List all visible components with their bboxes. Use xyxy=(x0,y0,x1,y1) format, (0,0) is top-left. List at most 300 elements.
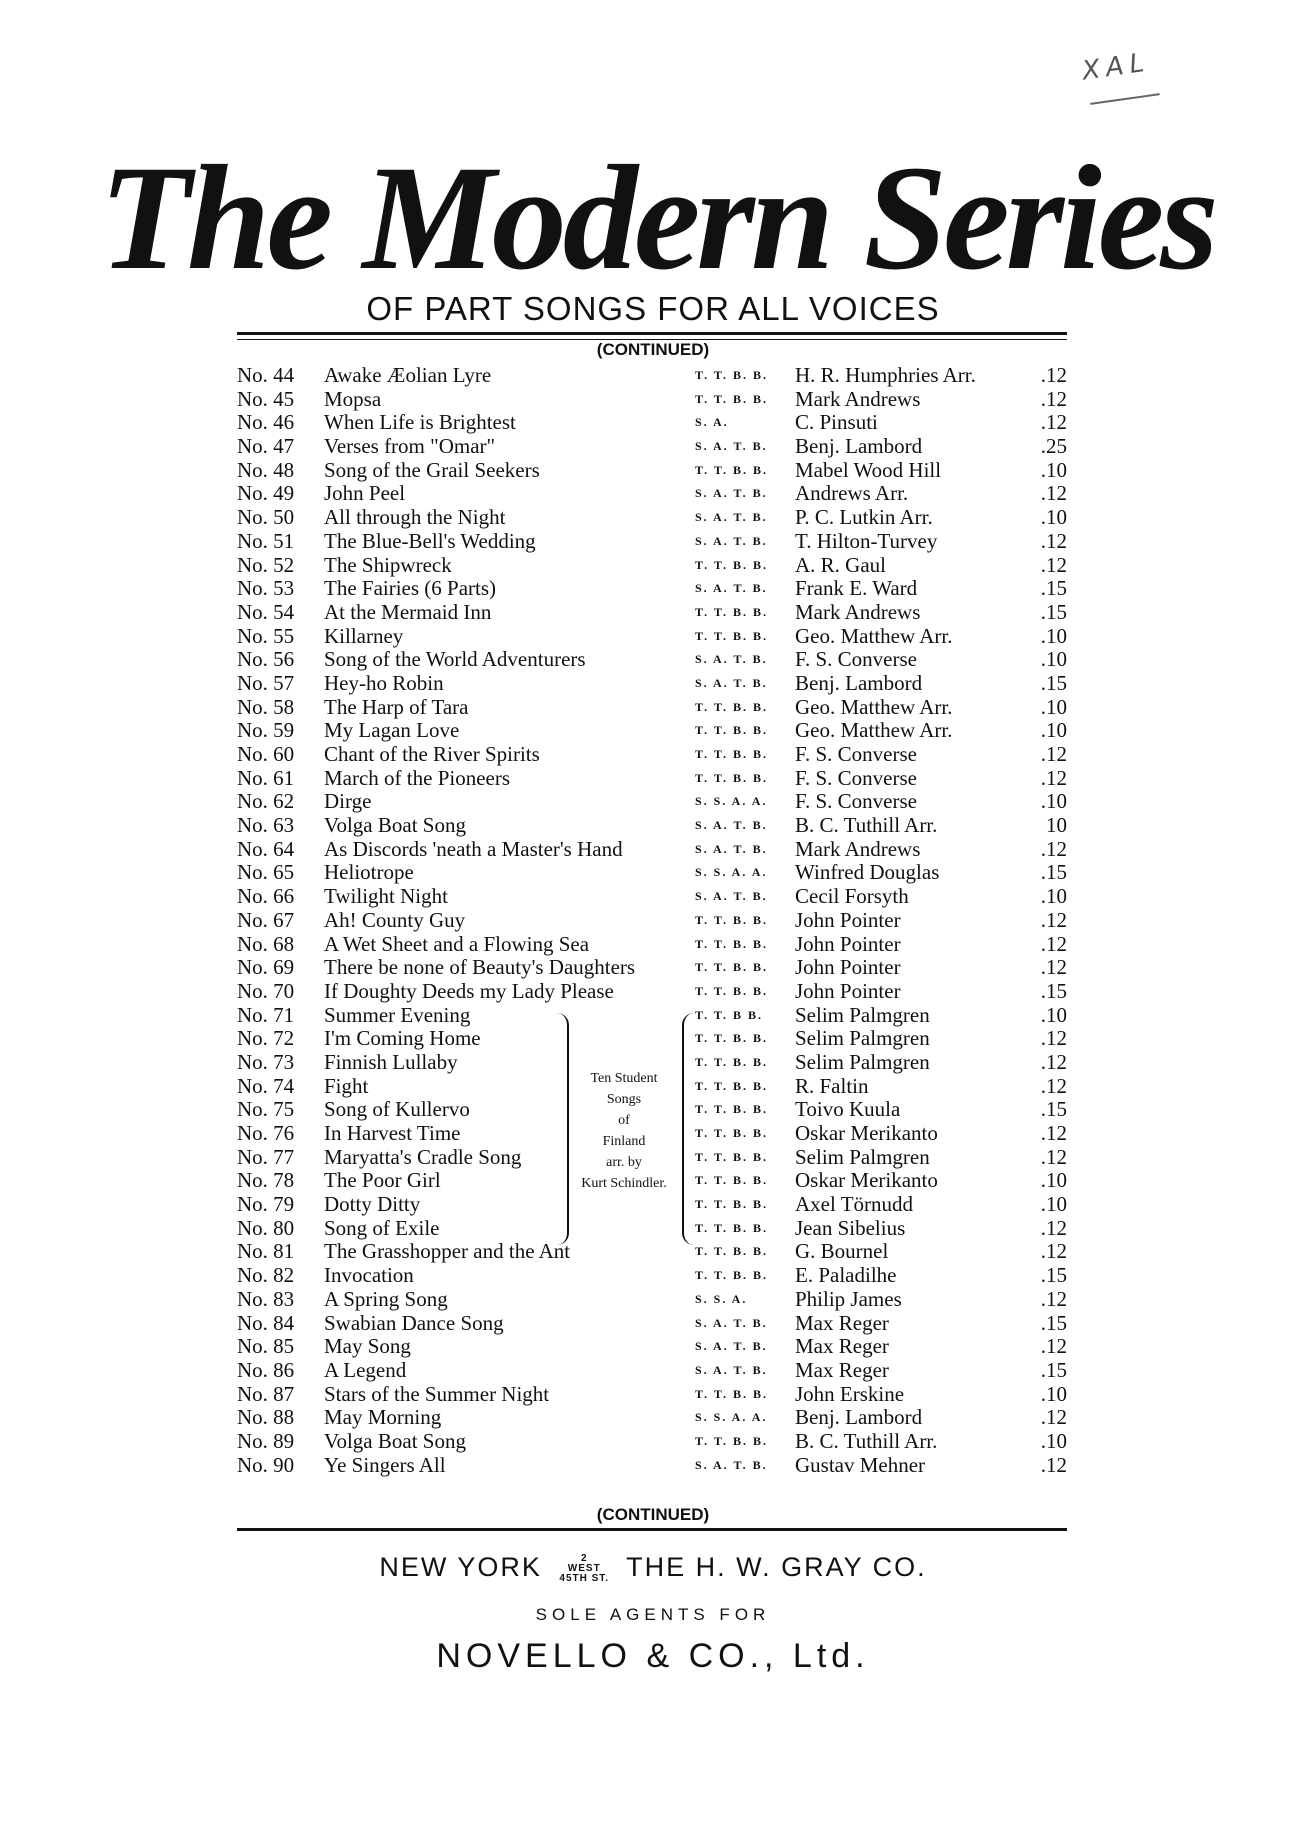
price: .12 xyxy=(1040,1215,1067,1240)
voicing: T. T. B. B. xyxy=(695,983,769,998)
voicing: S. A. T. B. xyxy=(695,841,768,856)
subtitle: OF PART SONGS FOR ALL VOICES xyxy=(366,290,940,327)
song-number: No. 79 xyxy=(237,1192,295,1217)
price: .12 xyxy=(1040,1334,1067,1359)
price: .10 xyxy=(1040,884,1067,909)
table-row xyxy=(237,767,1067,791)
composer: G. Bournel xyxy=(795,1239,889,1264)
song-title: Twilight Night xyxy=(324,884,448,909)
song-number: No. 60 xyxy=(237,742,295,766)
song-title: Awake Æolian Lyre xyxy=(324,363,492,387)
table-row xyxy=(237,648,1067,672)
song-number: No. 64 xyxy=(237,836,295,861)
price: .10 xyxy=(1040,457,1067,482)
composer: E. Paladilhe xyxy=(795,1263,897,1288)
song-title: Fight xyxy=(324,1073,369,1098)
price: .12 xyxy=(1040,955,1067,980)
price: .12 xyxy=(1040,907,1067,932)
price: .10 xyxy=(1040,1002,1067,1027)
voicing: T. T. B. B. xyxy=(695,628,769,643)
address-street: 45TH ST. xyxy=(559,1572,610,1584)
continued-label-bottom: (CONTINUED) xyxy=(596,1505,710,1524)
song-title: Dirge xyxy=(324,789,372,814)
voicing: T. T. B. B. xyxy=(695,1433,769,1448)
voicing: T. T. B. B. xyxy=(695,1126,769,1140)
song-number: No. 53 xyxy=(237,576,295,601)
voicing: T. T. B. B. xyxy=(695,1197,769,1212)
voicing: S. A. T. B. xyxy=(695,439,768,454)
publisher-name: THE H. W. GRAY CO. xyxy=(626,1552,927,1582)
song-title: The Blue-Bell's Wedding xyxy=(324,528,536,553)
composer: Benj. Lambord xyxy=(795,434,923,459)
song-number: No. 76 xyxy=(237,1121,295,1145)
price: .10 xyxy=(1040,505,1067,530)
table-row xyxy=(237,364,1067,388)
voicing: S. S. A. A. xyxy=(695,794,768,809)
voicing: S. A. T. B. xyxy=(695,533,768,548)
composer: Gustav Mehner xyxy=(795,1452,926,1477)
price: .10 xyxy=(1040,1192,1067,1217)
voicing: T. T. B. B. xyxy=(695,960,769,975)
song-number: No. 45 xyxy=(237,386,295,411)
price: .10 xyxy=(1040,694,1067,719)
table-row xyxy=(237,1454,1067,1478)
voicing: T. T. B. B. xyxy=(695,557,769,572)
note-line: Songs xyxy=(606,1092,642,1107)
song-number: No. 61 xyxy=(237,765,295,790)
table-row xyxy=(237,672,1067,696)
table-row xyxy=(237,530,1067,554)
composer: Philip James xyxy=(795,1286,902,1311)
table-row xyxy=(237,411,1067,435)
song-title: When Life is Brightest xyxy=(324,410,516,435)
song-number: No. 44 xyxy=(237,363,295,387)
table-row xyxy=(237,1335,1067,1359)
composer: Selim Palmgren xyxy=(795,1002,930,1027)
song-title: Song of the World Adventurers xyxy=(324,647,586,672)
song-number: No. 58 xyxy=(237,694,295,719)
song-title: Invocation xyxy=(324,1263,414,1288)
song-number: No. 86 xyxy=(237,1357,295,1382)
song-title: The Shipwreck xyxy=(324,552,452,577)
blackletter-title-logo xyxy=(99,118,1215,308)
street-address xyxy=(559,1554,609,1584)
song-number: No. 69 xyxy=(237,955,295,980)
table-row xyxy=(237,625,1067,649)
composer: Frank E. Ward xyxy=(795,576,918,601)
novello-line: NOVELLO & CO., Ltd. xyxy=(436,1637,870,1675)
composer: Mabel Wood Hill xyxy=(795,457,942,482)
table-row xyxy=(237,933,1067,957)
price: .12 xyxy=(1040,765,1067,790)
voicing: T. T. B. B. xyxy=(695,1244,769,1259)
song-number: No. 67 xyxy=(237,907,295,932)
song-title: I'm Coming Home xyxy=(324,1026,481,1051)
composer: Selim Palmgren xyxy=(795,1026,930,1051)
song-number: No. 46 xyxy=(237,410,295,435)
table-row xyxy=(237,956,1067,980)
table-row xyxy=(237,719,1067,743)
song-number: No. 80 xyxy=(237,1215,295,1240)
song-title: Song of the Grail Seekers xyxy=(324,457,540,482)
voicing: S. A. T. B. xyxy=(695,652,768,667)
voicing: T. T. B. B. xyxy=(695,747,769,761)
table-row xyxy=(237,506,1067,530)
song-number: No. 89 xyxy=(237,1428,295,1453)
voicing: T. T. B B. xyxy=(695,1007,764,1022)
song-number: No. 85 xyxy=(237,1334,295,1359)
voicing: T. T. B. B. xyxy=(695,604,769,619)
voicing: S. A. T. B. xyxy=(695,581,768,596)
song-title: March of the Pioneers xyxy=(324,765,511,790)
price: .10 xyxy=(1040,647,1067,672)
song-number: No. 88 xyxy=(237,1405,295,1430)
table-row xyxy=(237,790,1067,814)
song-number: No. 84 xyxy=(237,1310,295,1335)
price: .12 xyxy=(1040,528,1067,553)
composer: John Pointer xyxy=(795,955,901,980)
continued-label-top: (CONTINUED) xyxy=(596,340,710,359)
table-row xyxy=(237,696,1067,720)
price: .12 xyxy=(1040,363,1067,387)
song-title: Song of Exile xyxy=(324,1215,440,1240)
table-row xyxy=(237,435,1067,459)
voicing: S. A. T. B. xyxy=(695,675,768,690)
song-title: A Legend xyxy=(324,1357,407,1382)
song-title: Killarney xyxy=(324,623,404,648)
song-title: Hey-ho Robin xyxy=(324,670,444,695)
price: .10 xyxy=(1040,1428,1067,1453)
composer: Selim Palmgren xyxy=(795,1144,930,1169)
table-row xyxy=(237,554,1067,578)
sole-agents-line: SOLE AGENTS FOR xyxy=(535,1605,771,1624)
footer-rule xyxy=(237,1528,1067,1531)
song-number: No. 47 xyxy=(237,434,295,459)
song-number: No. 63 xyxy=(237,813,295,838)
song-number: No. 83 xyxy=(237,1286,295,1311)
song-number: No. 78 xyxy=(237,1168,295,1193)
song-title: Summer Evening xyxy=(324,1002,471,1027)
table-row xyxy=(237,838,1067,862)
table-row xyxy=(237,577,1067,601)
voicing: S. A. xyxy=(695,415,729,430)
composer: Geo. Matthew Arr. xyxy=(795,718,953,743)
song-title: Song of Kullervo xyxy=(324,1097,470,1122)
price: .12 xyxy=(1040,931,1067,956)
composer: Selim Palmgren xyxy=(795,1049,930,1074)
composer: F. S. Converse xyxy=(795,742,917,766)
voicing: T. T. B. B. xyxy=(695,1220,769,1235)
note-line: of xyxy=(618,1113,630,1128)
table-row xyxy=(237,1217,1067,1241)
table-row xyxy=(237,861,1067,885)
song-title: The Fairies (6 Parts) xyxy=(324,576,497,601)
song-number: No. 66 xyxy=(237,884,295,909)
voicing: S. A. T. B. xyxy=(695,510,768,525)
price: .12 xyxy=(1040,386,1067,411)
header-rule xyxy=(237,332,1067,340)
table-row xyxy=(237,1430,1067,1454)
song-title: Finnish Lullaby xyxy=(324,1049,458,1074)
composer: Max Reger xyxy=(795,1310,889,1335)
composer: Cecil Forsyth xyxy=(795,884,909,909)
price: .12 xyxy=(1040,1121,1067,1145)
song-title: Mopsa xyxy=(324,386,382,411)
price: .12 xyxy=(1040,1026,1067,1051)
song-title: Swabian Dance Song xyxy=(324,1310,504,1335)
composer: Oskar Merikanto xyxy=(795,1121,938,1145)
composer: F. S. Converse xyxy=(795,765,917,790)
song-title: My Lagan Love xyxy=(324,718,460,743)
table-row xyxy=(237,1383,1067,1407)
price: .15 xyxy=(1040,599,1067,624)
voicing: T. T. B. B. xyxy=(695,1268,769,1283)
composer: Mark Andrews xyxy=(795,599,921,624)
voicing: T. T. B. B. xyxy=(695,1031,769,1046)
composer: Max Reger xyxy=(795,1357,889,1382)
price: .12 xyxy=(1040,836,1067,861)
song-number: No. 50 xyxy=(237,505,295,530)
table-row xyxy=(237,601,1067,625)
song-number: No. 90 xyxy=(237,1452,295,1477)
table-row xyxy=(237,1288,1067,1312)
note-line: Ten Student xyxy=(590,1071,658,1086)
song-number: No. 55 xyxy=(237,623,295,648)
table-row xyxy=(237,814,1067,838)
song-title: The Harp of Tara xyxy=(324,694,469,719)
price: .12 xyxy=(1040,1286,1067,1311)
voicing: T. T. B. B. xyxy=(695,1386,769,1401)
composer: Mark Andrews xyxy=(795,386,921,411)
price: 10 xyxy=(1046,813,1067,838)
voicing: T. T. B. B. xyxy=(695,1149,769,1164)
voicing: T. T. B. B. xyxy=(695,699,769,714)
composer: F. S. Converse xyxy=(795,789,917,814)
price: .12 xyxy=(1040,1452,1067,1477)
song-title: The Grasshopper and the Ant xyxy=(324,1239,571,1264)
voicing: S. A. T. B. xyxy=(695,818,768,833)
address-direction: WEST xyxy=(567,1562,601,1574)
song-title: Heliotrope xyxy=(324,860,414,885)
voicing: S. S. A. xyxy=(695,1291,748,1306)
composer: Mark Andrews xyxy=(795,836,921,861)
price: .25 xyxy=(1040,434,1067,459)
song-number: No. 54 xyxy=(237,599,295,624)
publisher-line xyxy=(0,1552,1306,1584)
song-title: Maryatta's Cradle Song xyxy=(324,1144,522,1169)
voicing: S. A. T. B. xyxy=(695,1457,768,1472)
song-title: As Discords 'neath a Master's Hand xyxy=(324,836,623,861)
voicing: T. T. B. B. xyxy=(695,1102,769,1117)
voicing: T. T. B. B. xyxy=(695,368,769,382)
table-row xyxy=(237,388,1067,412)
song-number: No. 62 xyxy=(237,789,295,814)
song-number: No. 77 xyxy=(237,1144,295,1169)
composer: Winfred Douglas xyxy=(795,860,940,885)
price: .15 xyxy=(1040,1357,1067,1382)
table-row xyxy=(237,459,1067,483)
composer: Benj. Lambord xyxy=(795,1405,923,1430)
song-number: No. 81 xyxy=(237,1239,295,1264)
table-row xyxy=(237,1240,1067,1264)
song-title: A Wet Sheet and a Flowing Sea xyxy=(324,931,590,956)
song-title: Ye Singers All xyxy=(324,1452,446,1477)
voicing: S. A. T. B. xyxy=(695,889,768,904)
composer: C. Pinsuti xyxy=(795,410,878,435)
song-number: No. 59 xyxy=(237,718,295,743)
voicing: T. T. B. B. xyxy=(695,1173,769,1188)
voicing: T. T. B. B. xyxy=(695,391,769,406)
song-title: A Spring Song xyxy=(324,1286,448,1311)
composer: A. R. Gaul xyxy=(795,552,886,577)
composer: B. C. Tuthill Arr. xyxy=(795,813,938,838)
composer: B. C. Tuthill Arr. xyxy=(795,1428,938,1453)
song-number: No. 51 xyxy=(237,528,295,553)
voicing: T. T. B. B. xyxy=(695,936,769,951)
table-row xyxy=(237,1406,1067,1430)
composer: Benj. Lambord xyxy=(795,670,923,695)
price: .10 xyxy=(1040,1168,1067,1193)
handwritten-underline xyxy=(1090,93,1160,105)
composer: Toivo Kuula xyxy=(795,1097,901,1122)
song-title: May Morning xyxy=(324,1405,442,1430)
price: .12 xyxy=(1040,410,1067,435)
song-title: All through the Night xyxy=(324,505,506,530)
song-number: No. 68 xyxy=(237,931,295,956)
price: .10 xyxy=(1040,623,1067,648)
composer: R. Faltin xyxy=(795,1073,869,1098)
student-songs-note xyxy=(560,1068,688,1194)
composer: John Erskine xyxy=(795,1381,905,1406)
song-title: Dotty Ditty xyxy=(324,1192,421,1217)
song-number: No. 70 xyxy=(237,978,295,1003)
price: .15 xyxy=(1040,670,1067,695)
song-number: No. 72 xyxy=(237,1026,295,1051)
voicing: S. S. A. A. xyxy=(695,865,768,880)
song-number: No. 75 xyxy=(237,1097,295,1122)
song-number: No. 65 xyxy=(237,860,295,885)
handwritten-catalog-mark: XAL xyxy=(1080,47,1152,87)
song-title: The Poor Girl xyxy=(324,1168,441,1193)
note-line: Finland xyxy=(602,1134,646,1149)
note-line: arr. by xyxy=(606,1155,642,1170)
price: .10 xyxy=(1040,718,1067,743)
composer: Geo. Matthew Arr. xyxy=(795,623,953,648)
composer: John Pointer xyxy=(795,907,901,932)
song-title: Volga Boat Song xyxy=(324,1428,466,1453)
voicing: T. T. B. B. xyxy=(695,1078,769,1093)
composer: P. C. Lutkin Arr. xyxy=(795,505,933,530)
song-list xyxy=(237,364,1067,1477)
voicing: S. A. T. B. xyxy=(695,486,768,501)
voicing: T. T. B. B. xyxy=(695,723,769,738)
composer: F. S. Converse xyxy=(795,647,917,672)
price: .15 xyxy=(1040,1263,1067,1288)
composer: Max Reger xyxy=(795,1334,889,1359)
song-number: No. 73 xyxy=(237,1049,295,1074)
table-row xyxy=(237,1359,1067,1383)
voicing: S. A. T. B. xyxy=(695,1362,768,1377)
song-title: Chant of the River Spirits xyxy=(324,742,540,766)
composer: John Pointer xyxy=(795,978,901,1003)
song-title: At the Mermaid Inn xyxy=(324,599,492,624)
price: .15 xyxy=(1040,1310,1067,1335)
song-title: Stars of the Summer Night xyxy=(324,1381,550,1406)
song-number: No. 71 xyxy=(237,1002,295,1027)
price: .12 xyxy=(1040,1144,1067,1169)
table-row xyxy=(237,885,1067,909)
table-row xyxy=(237,482,1067,506)
price: .10 xyxy=(1040,1381,1067,1406)
composer: Geo. Matthew Arr. xyxy=(795,694,953,719)
voicing: S. A. T. B. xyxy=(695,1339,768,1354)
table-row xyxy=(237,1312,1067,1336)
song-number: No. 49 xyxy=(237,481,295,506)
voicing: T. T. B. B. xyxy=(695,1054,769,1069)
table-row xyxy=(237,743,1067,767)
price: .15 xyxy=(1040,1097,1067,1122)
song-title: If Doughty Deeds my Lady Please xyxy=(324,978,614,1003)
song-number: No. 87 xyxy=(237,1381,295,1406)
composer: Oskar Merikanto xyxy=(795,1168,938,1193)
composer: John Pointer xyxy=(795,931,901,956)
song-number: No. 48 xyxy=(237,457,295,482)
price: .10 xyxy=(1040,789,1067,814)
price: .12 xyxy=(1040,1239,1067,1264)
song-title: John Peel xyxy=(324,481,406,506)
song-number: No. 52 xyxy=(237,552,295,577)
price: .15 xyxy=(1040,860,1067,885)
table-row xyxy=(237,1027,1067,1051)
voicing: T. T. B. B. xyxy=(695,462,769,477)
table-row xyxy=(237,909,1067,933)
song-title: May Song xyxy=(324,1334,411,1359)
voicing: S. S. A. A. xyxy=(695,1410,768,1425)
composer: Axel Törnudd xyxy=(795,1192,914,1217)
svg-text:The Modern Series: The Modern Series xyxy=(99,135,1215,301)
price: .12 xyxy=(1040,1049,1067,1074)
price: .12 xyxy=(1040,1405,1067,1430)
song-number: No. 57 xyxy=(237,670,295,695)
song-title: There be none of Beauty's Daughters xyxy=(324,955,636,980)
table-row xyxy=(237,1004,1067,1028)
song-title: Ah! County Guy xyxy=(324,907,466,932)
address-number: 2 xyxy=(580,1552,588,1564)
price: .12 xyxy=(1040,1073,1067,1098)
song-number: No. 56 xyxy=(237,647,295,672)
table-row xyxy=(237,1264,1067,1288)
voicing: T. T. B. B. xyxy=(695,912,769,927)
composer: T. Hilton-Turvey xyxy=(795,528,938,553)
price: .12 xyxy=(1040,552,1067,577)
note-line: Kurt Schindler. xyxy=(581,1176,667,1191)
table-row xyxy=(237,1193,1067,1217)
composer: Jean Sibelius xyxy=(795,1215,906,1240)
price: .12 xyxy=(1040,481,1067,506)
composer: Andrews Arr. xyxy=(795,481,909,506)
song-number: No. 82 xyxy=(237,1263,295,1288)
voicing: S. A. T. B. xyxy=(695,1315,768,1330)
price: .12 xyxy=(1040,742,1067,766)
table-row xyxy=(237,980,1067,1004)
price: .15 xyxy=(1040,978,1067,1003)
price: .15 xyxy=(1040,576,1067,601)
song-title: Volga Boat Song xyxy=(324,813,466,838)
song-title: In Harvest Time xyxy=(324,1121,461,1145)
city: NEW YORK xyxy=(379,1552,542,1582)
composer: H. R. Humphries Arr. xyxy=(795,363,976,387)
voicing: T. T. B. B. xyxy=(695,770,769,785)
